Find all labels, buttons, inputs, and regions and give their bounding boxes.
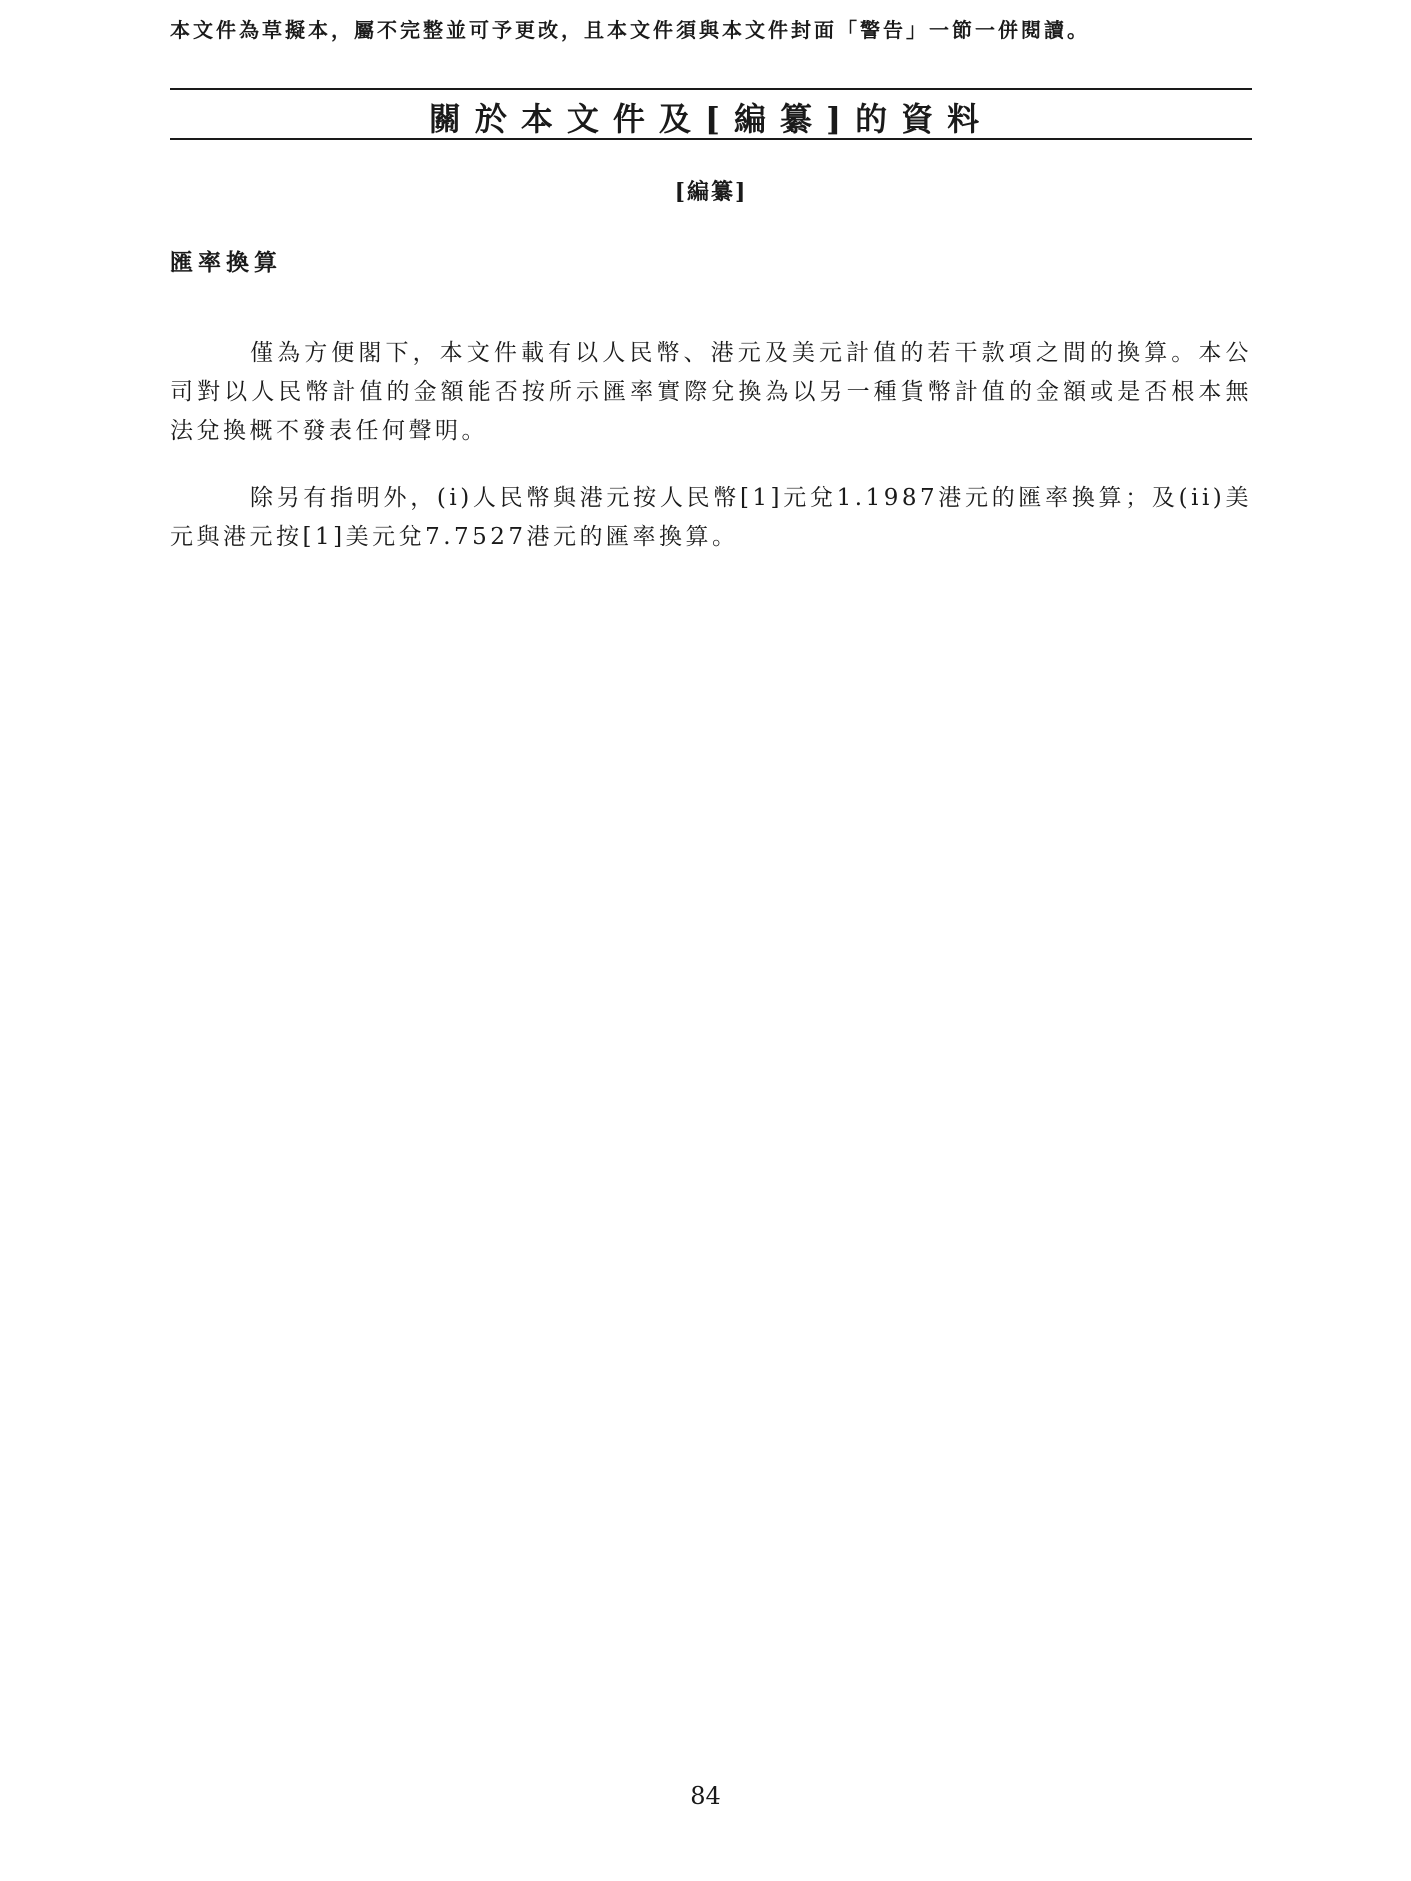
- title-bottom-rule: [170, 138, 1252, 140]
- title-top-rule: [170, 88, 1252, 90]
- draft-notice: 本文件為草擬本，屬不完整並可予更改，且本文件須與本文件封面「警告」一節一併閱讀。: [170, 18, 1090, 42]
- exchange-rate-paragraph-2: 除另有指明外，(i)人民幣與港元按人民幣[1]元兌1.1987港元的匯率換算；及(ii)美元與港元按[1]美元兌7.7527港元的匯率換算。: [170, 485, 1252, 550]
- redacted-marker: [編纂]: [674, 179, 748, 205]
- exchange-rate-paragraph-1: 僅為方便閣下，本文件載有以人民幣、港元及美元計值的若干款項之間的換算。本公司對以人民幣計值的金額能否按所示匯率實際兌換為以另一種貨幣計值的金額或是否根本無法兌換概不發表任何聲明。: [170, 340, 1252, 444]
- page-number: 84: [690, 1782, 721, 1810]
- exchange-rate-heading: 匯率換算: [170, 249, 282, 276]
- section-title: 關於本文件及[編纂]的資料: [428, 100, 994, 138]
